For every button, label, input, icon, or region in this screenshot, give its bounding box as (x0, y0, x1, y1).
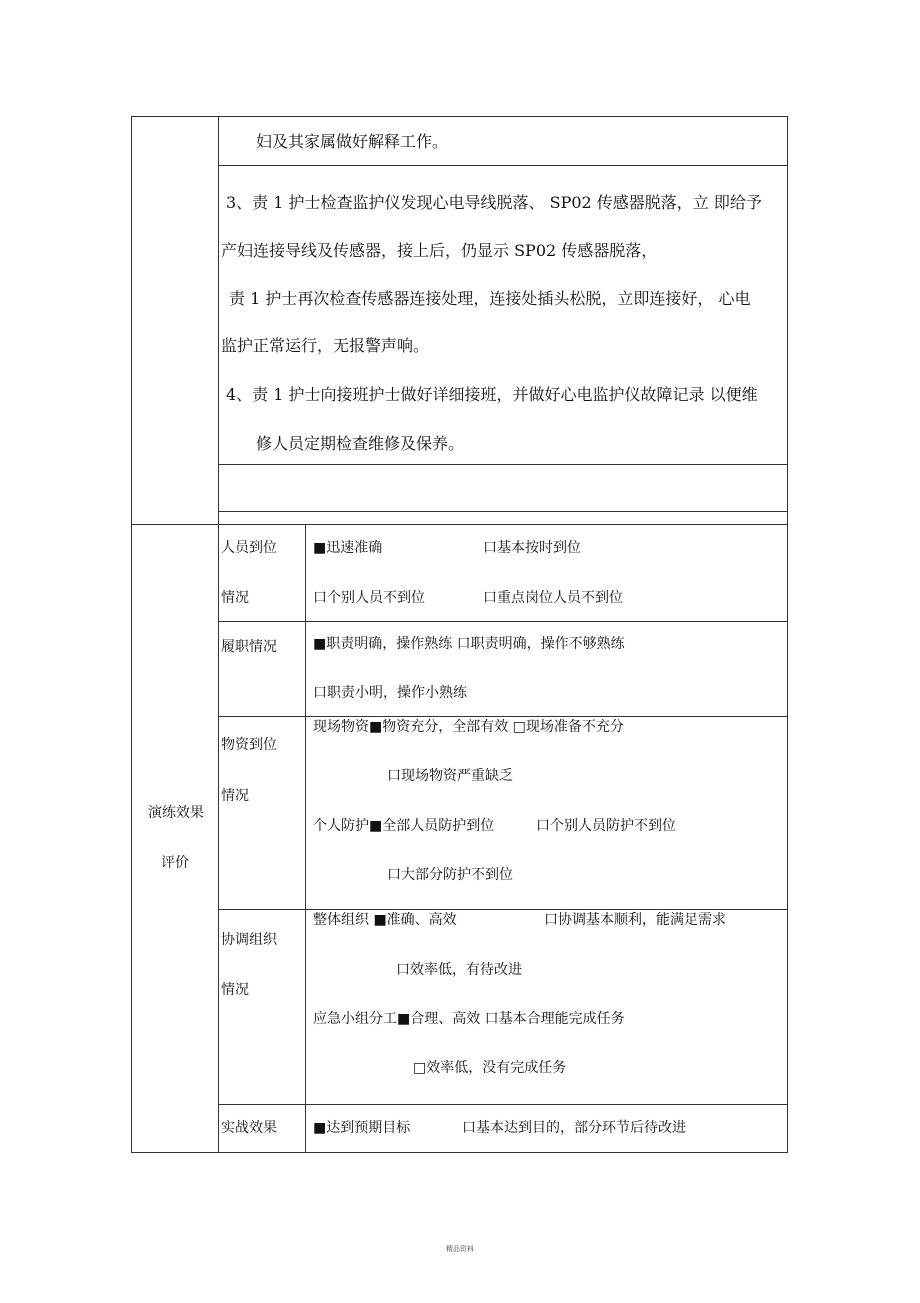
row-divider (218, 165, 788, 166)
table-border-right (787, 116, 788, 1153)
option-text: 口基本达到目的，部分环节后待改进 (462, 1120, 686, 1136)
option-text: 口个别人员不到位 (313, 590, 425, 606)
option-text: ■职责明确，操作熟练 口职责明确，操作不够熟练 (313, 636, 625, 652)
row-divider (218, 1104, 788, 1105)
row-divider (218, 511, 788, 512)
option-text: 个人防护■全部人员防护到位 (313, 818, 495, 834)
row-label: 履职情况 (221, 639, 277, 655)
row-divider (218, 621, 788, 622)
option-text: 口协调基本顺利，能满足需求 (544, 912, 726, 928)
row-label: 人员到位 (221, 540, 277, 556)
text-line: 修人员定期检查维修及保养。 (256, 434, 465, 453)
option-text: 口职责小明，操作小熟练 (313, 685, 467, 701)
row-label: 情况 (221, 982, 249, 998)
row-label: 实战效果 (221, 1120, 277, 1136)
text-line: 产妇连接导线及传感器，接上后，仍显示 SP02 传感器脱落， (221, 241, 658, 260)
column-divider-1 (218, 116, 219, 1153)
text-line: 责 1 护士再次检查传感器连接处理，连接处插头松脱，立即连接好， 心电 (229, 289, 751, 308)
option-text: 口个别人员防护不到位 (536, 818, 676, 834)
option-text: ■迅速准确 (313, 540, 383, 556)
table-border-top (131, 116, 788, 117)
section-label: 评价 (161, 855, 189, 871)
text-line: 3、责 1 护士检查监护仪发现心电导线脱落、 SP02 传感器脱落，立 即给予 (226, 193, 762, 212)
row-label: 物资到位 (221, 737, 277, 753)
text-line: 4、责 1 护士向接班护士做好详细接班，并做好心电监护仪故障记录 以便维 (226, 385, 758, 404)
option-text: 口重点岗位人员不到位 (483, 590, 623, 606)
option-text: 口现场物资严重缺乏 (387, 768, 513, 784)
table-border-bottom (131, 1152, 788, 1153)
table-border-left (131, 116, 132, 1153)
option-text: 口效率低，有待改进 (396, 962, 522, 978)
option-text: □效率低，没有完成任务 (413, 1060, 567, 1076)
row-divider (218, 909, 788, 910)
column-divider-2 (305, 524, 306, 1153)
section-divider (131, 524, 788, 525)
option-text: 口大部分防护不到位 (387, 867, 513, 883)
option-text: 应急小组分工■合理、高效 口基本合理能完成任务 (313, 1011, 625, 1027)
row-divider (218, 716, 788, 717)
text-line: 妇及其家属做好解释工作。 (256, 132, 449, 151)
option-text: 现场物资■物资充分，全部有效 □现场准备不充分 (313, 719, 624, 735)
row-label: 协调组织 (221, 932, 277, 948)
option-text: 口基本按时到位 (483, 540, 581, 556)
row-label: 情况 (221, 590, 249, 606)
option-text: ■达到预期目标 (313, 1120, 411, 1136)
footer-text: 精品资料 (446, 1245, 474, 1253)
text-line: 监护正常运行，无报警声响。 (221, 336, 430, 355)
row-label: 情况 (221, 788, 249, 804)
section-label: 演练效果 (148, 805, 204, 821)
option-text: 整体组织 ■准确、高效 (313, 912, 457, 928)
row-divider (218, 464, 788, 465)
